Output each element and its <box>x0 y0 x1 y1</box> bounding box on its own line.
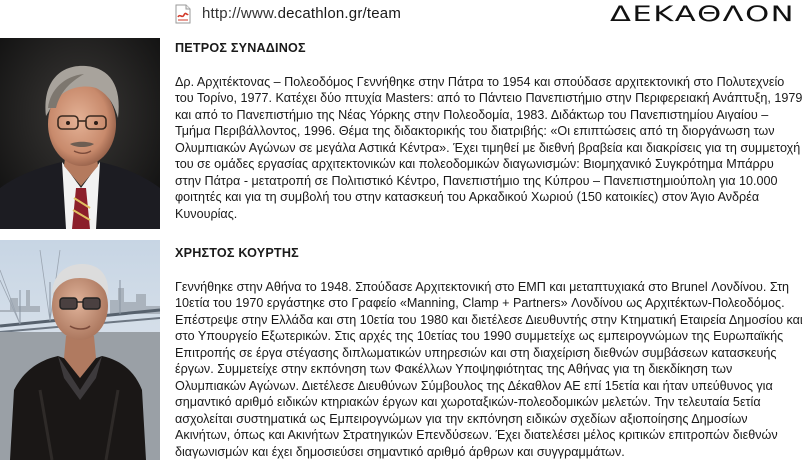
decathlon-logo <box>608 1 798 25</box>
address-bar[interactable] <box>168 0 811 30</box>
url-prefix: http://www. <box>202 5 278 22</box>
url-domain: decathlon.gr/team <box>277 5 402 22</box>
logo-text: ΔΕΚΑΘΛΟΝ <box>610 2 795 25</box>
person-name: ΧΡΗΣΤΟΣ ΚΟΥΡΤΗΣ <box>175 246 299 260</box>
person-bio: Γεννήθηκε στην Αθήνα το 1948. Σπούδασε Αρχιτεκτονική στο ΕΜΠ και μεταπτυχιακά στο Brunel Λονδίνου. Στη 10ετία του 1970 εργάστηκε στο Γραφείο «Manning, Clamp + Partners» Λονδίνου ως Αρχιτέκτων-Πολεοδόμος. Επέστρεψε στην Ελλάδα και στη 10ετία του 1980 και διετέλεσε Διευθυντής στην Κτηματική Εταιρεία Δημοσίου και στο Υπουργείο Εξωτερικών. Στις αρχές της 10ετίας του 1990 συμμετείχε ως εμπειρογνώμων της Ευρωπαϊκής Επιτροπής σε έργα στέγασης διπλωματικών υπηρεσιών και στη διαχείριση διεθνών συμβάσεων κατασκευής έργων. Συμμετείχε στην εκπόνηση των Φακέλλων Υποψηφιότητας της Αθήνας για τη διεκδίκηση των Ολυμπιακών Αγώνων. Διετέλεσε Διευθύνων Σύμβουλος της Δέκαθλον ΑΕ επί 15ετία και ήταν υπεύθυνος για σημαντικό αριθμό ειδικών κτηριακών έργων και χωροταξικών-πολεοδομικών μελετών. Την τελευταία 5ετία ασχολείται συστηματικά ως Εμπειρογνώμων για την εκπόνηση ειδικών σχεδίων αξιοποίησης Δημοσίων Ακινήτων, όπως και Ακινήτων Στρατηγικών Επενδύσεων. Έχει διατελέσει μέλος κριτικών επιτροπών διεθνών διαγωνισμών και έχει δημοσιεύσει σημαντικό αριθμό άρθρων και συγγραμμάτων. <box>175 279 803 460</box>
person-bio: Δρ. Αρχιτέκτονας – Πολεοδόμος Γεννήθηκε στην Πάτρα το 1954 και σπούδασε αρχιτεκτονική στο Πολυτεχνείο του Τορίνο, 1977. Κατέχει δύο πτυχία Masters: από το Πάντειο Πανεπιστήμιο στην Περιφερειακή Ανάπτυξη, 1979 και από το Πανεπιστήμιο της Νέας Υόρκης στην Πολεοδομία, 1983. Διδάκτωρ του Πανεπιστημίου Αιγαίου – Τμήμα Περιβάλλοντος, 1996. Θέμα της διδακτορικής του διατριβής: «Οι επιπτώσεις από τη διοργάνωση των Ολυμπιακών Αγώνων σε μεγάλα Αστικά Κέντρα». Έχει τιμηθεί με διεθνή βραβεία και διακρίσεις για τη συμμετοχή του σε ομάδες εργασίας αρχιτεκτονικών και πολεοδομικών διαγωνισμών: Βιομηχανικό Συγκρότημα Μπάρρυ στην Πάτρα - μετατροπή σε Πολιτιστικό Κέντρο, Πανεπιστήμιο της Κύπρου – Πανεπιστημιούπολη για 10.000 φοιτητές και για τη συμβολή του στην κατασκευή του Αρκαδικού Χωριού (150 κατοικίες) στον Άγιο Ανδρέα Κυνουρίας. <box>175 74 803 221</box>
person-name: ΠΕΤΡΟΣ ΣΥΝΑΔΙΝΟΣ <box>175 41 306 55</box>
portrait-christos-kourtis <box>0 240 160 460</box>
url-text[interactable] <box>202 5 401 22</box>
bio-card-1 <box>175 40 803 222</box>
portrait-petros-synadinos <box>0 38 160 229</box>
bio-card-2 <box>175 245 803 461</box>
document-icon <box>174 4 192 24</box>
